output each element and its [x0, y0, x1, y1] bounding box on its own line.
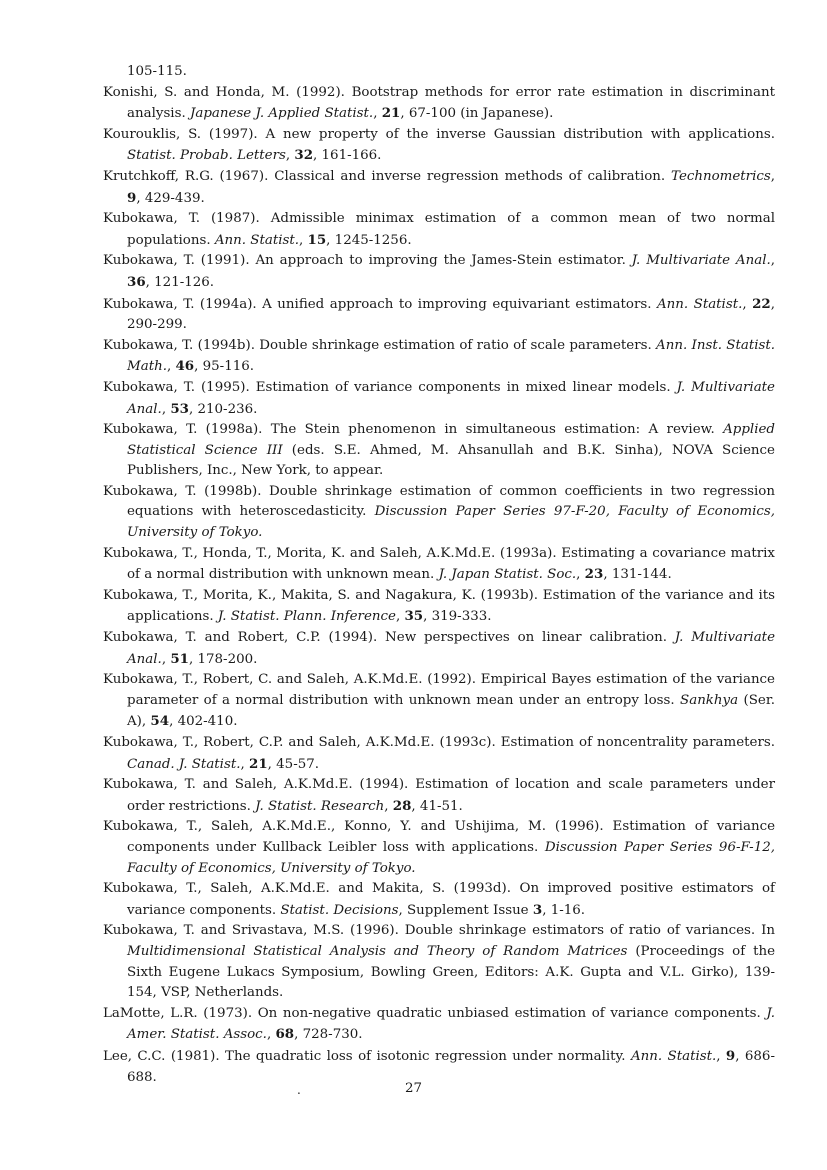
reference-entry: [103, 921, 775, 1003]
reference-italic-text: J. Japan Statist. Soc.: [438, 567, 577, 583]
reference-volume: 21: [249, 755, 268, 772]
reference-text: Kubokawa, T., Saleh, A.K.Md.E., Konno, Y. and Ushijima, M. (1996). Estimation of variance components under Kullback Leibler loss with applications.: [103, 819, 775, 855]
reference-text: Kubokawa, T. (1994b). Double shrinkage estimation of ratio of scale parameters.: [103, 337, 657, 353]
reference-text: , 728-730.: [294, 1027, 363, 1043]
reference-volume: 9: [127, 189, 137, 206]
reference-entry: [103, 167, 775, 209]
reference-text: , 1245-1256.: [326, 232, 412, 248]
reference-text: Kubokawa, T. (1998a). The Stein phenomenon in simultaneous estimation: A review.: [103, 422, 724, 438]
reference-volume: 15: [307, 231, 327, 248]
reference-entry: [103, 628, 775, 670]
reference-text: ,: [285, 148, 295, 164]
reference-italic-text: J. Multivariate Anal.: [631, 253, 771, 269]
reference-italic-text: Applied Statistical Science III: [127, 422, 775, 458]
reference-list: [103, 62, 775, 1088]
reference-entry: [103, 336, 775, 378]
reference-italic-text: J. Amer. Statist. Assoc.: [127, 1005, 775, 1043]
reference-volume: 32: [294, 147, 314, 164]
reference-volume: 36: [127, 273, 146, 290]
reference-entry: [103, 83, 775, 125]
reference-text: , 131-144.: [603, 567, 672, 583]
reference-entry: [103, 817, 775, 879]
reference-italic-text: Multidimensional Statistical Analysis and Theory of Random Matrices: [127, 943, 628, 959]
reference-text: , 290-299.: [127, 296, 775, 333]
reference-entry: [103, 125, 775, 167]
reference-italic-text: Ann. Statist.: [214, 232, 299, 248]
reference-volume: 22: [752, 295, 771, 312]
reference-text: Kubokawa, T. (1987). Admissible minimax estimation of a common mean of two normal populations.: [103, 211, 775, 248]
reference-text: ,: [716, 1048, 726, 1064]
reference-italic-text: Discussion Paper Series 96-F-12, Faculty of Economics, University of Tokyo.: [127, 839, 775, 876]
reference-italic-text: Japanese J. Applied Statist.: [189, 106, 374, 122]
reference-italic-text: Discussion Paper Series 97-F-20, Faculty of Economics, University of Tokyo.: [127, 504, 775, 541]
reference-text: Kourouklis, S. (1997). A new property of the inverse Gaussian distribution with applications.: [103, 126, 775, 142]
reference-italic-text: Ann. Inst. Statist. Math.: [127, 337, 775, 375]
reference-text: , 429-439.: [136, 190, 205, 206]
reference-volume: 68: [275, 1026, 295, 1043]
reference-volume: 46: [175, 358, 195, 375]
reference-text: ,: [742, 296, 753, 312]
reference-text: , Supplement Issue: [398, 902, 533, 918]
reference-text: , 121-126.: [145, 274, 215, 290]
reference-volume: 28: [392, 797, 412, 814]
reference-text: Kubokawa, T. (1995). Estimation of variance components in mixed linear models.: [103, 379, 677, 395]
reference-italic-text: Statist. Probab. Letters: [127, 148, 286, 164]
reference-text: ,: [161, 401, 171, 417]
reference-text: Kubokawa, T. and Robert, C.P. (1994). New perspectives on linear calibration.: [103, 630, 675, 646]
reference-entry: [103, 775, 775, 817]
reference-volume: 3: [532, 901, 543, 918]
reference-text: , 402-410.: [169, 714, 238, 730]
reference-text: Kubokawa, T., Honda, T., Morita, K. and Saleh, A.K.Md.E. (1993a). Estimating a covariance matrix of a normal distribution with unknown mean.: [103, 545, 775, 583]
reference-text: Kubokawa, T. and Saleh, A.K.Md.E. (1994). Estimation of location and scale parameters under order restrictions.: [103, 777, 775, 814]
reference-italic-text: J. Multivariate Anal.: [127, 379, 775, 417]
reference-entry: [103, 1004, 775, 1046]
reference-text: , 41-51.: [411, 798, 463, 814]
reference-italic-text: Ann. Statist.: [657, 296, 743, 312]
reference-volume: 9: [725, 1047, 736, 1064]
reference-entry: [103, 251, 775, 293]
reference-text: (eds. S.E. Ahmed, M. Ahsanullah and B.K. Sinha), NOVA Science Publishers, Inc., New York, to appear.: [127, 442, 775, 479]
reference-volume: 35: [404, 608, 424, 625]
reference-entry: [103, 378, 775, 420]
reference-text: Kubokawa, T. (1998b). Double shrinkage estimation of common coefficients in two regression equations with heteroscedasticity.: [103, 483, 775, 520]
reference-text: ,: [395, 609, 405, 625]
reference-text: ,: [161, 651, 171, 667]
reference-italic-text: Technometrics: [671, 168, 771, 184]
reference-text: ,: [299, 232, 308, 248]
reference-italic-text: J. Statist. Plann. Inference: [217, 609, 396, 625]
reference-text: ,: [770, 168, 775, 184]
reference-text: ,: [166, 359, 176, 375]
reference-italic-text: Ann. Statist.: [630, 1048, 717, 1064]
reference-text: ,: [770, 253, 776, 269]
reference-italic-text: J. Multivariate Anal.: [127, 630, 775, 667]
reference-text: ,: [384, 798, 393, 814]
reference-entry: [103, 733, 775, 775]
reference-volume: 23: [584, 566, 604, 583]
reference-volume: 54: [150, 713, 170, 730]
reference-text: LaMotte, L.R. (1973). On non-negative quadratic unbiased estimation of variance components.: [103, 1005, 767, 1021]
reference-text: (Proceedings of the Sixth Eugene Lukacs Symposium, Bowling Green, Editors: A.K. Gupta and V.L. Girko), 139-154, VSP, Netherlands.: [127, 943, 776, 1001]
reference-entry: [103, 544, 775, 586]
reference-entry: [103, 62, 775, 83]
reference-text: ,: [266, 1027, 276, 1043]
reference-text: Kubokawa, T. (1994a). A unified approach to improving equivariant estimators.: [103, 296, 657, 312]
reference-text: Kubokawa, T. and Srivastava, M.S. (1996). Double shrinkage estimators of ratio of variances. In: [103, 923, 775, 939]
reference-entry: [103, 586, 775, 628]
reference-italic-text: Statist. Decisions: [280, 902, 399, 918]
reference-text: ,: [576, 567, 585, 583]
reference-text: Kubokawa, T., Saleh, A.K.Md.E. and Makita, S. (1993d). On improved positive estimators of variance components.: [103, 881, 775, 918]
reference-italic-text: Sankhya: [680, 692, 739, 708]
reference-text: , 95-116.: [194, 359, 255, 375]
reference-entry: [103, 209, 775, 251]
reference-entry: [103, 482, 775, 544]
reference-text: , 1-16.: [542, 902, 586, 918]
reference-text: , 67-100 (in Japanese).: [400, 106, 554, 122]
reference-text: Konishi, S. and Honda, M. (1992). Bootstrap methods for error rate estimation in discriminant analysis.: [103, 84, 775, 122]
reference-text: Krutchkoff, R.G. (1967). Classical and inverse regression methods of calibration.: [103, 168, 672, 184]
reference-entry: [103, 294, 775, 336]
reference-page: [103, 62, 775, 1088]
reference-text: Kubokawa, T., Morita, K., Makita, S. and Nagakura, K. (1993b). Estimation of the variance and its applications.: [103, 587, 775, 625]
page-number: 27: [404, 1081, 423, 1096]
reference-text: (Ser. A),: [127, 692, 776, 730]
reference-text: Kubokawa, T., Robert, C. and Saleh, A.K.Md.E. (1992). Empirical Bayes estimation of the variance parameter of a normal distribution with unknown mean under an entropy loss.: [103, 672, 775, 708]
reference-text: Lee, C.C. (1981). The quadratic loss of isotonic regression under normality.: [103, 1048, 631, 1064]
reference-italic-text: Canad. J. Statist.: [127, 756, 241, 772]
reference-entry: [103, 420, 775, 482]
reference-text: ,: [373, 106, 382, 122]
reference-entry: [103, 879, 775, 921]
reference-text: , 161-166.: [313, 148, 382, 164]
reference-text: ,: [240, 756, 249, 772]
reference-italic-text: J. Statist. Research: [255, 798, 385, 814]
page-footer: [0, 1081, 827, 1096]
reference-text: , 319-333.: [423, 609, 492, 625]
reference-text: Kubokawa, T., Robert, C.P. and Saleh, A.K.Md.E. (1993c). Estimation of noncentrality parameters.: [103, 735, 775, 750]
reference-text: 105-115.: [127, 64, 187, 79]
reference-text: , 178-200.: [188, 651, 258, 667]
reference-volume: 51: [170, 650, 189, 667]
reference-text: , 210-236.: [188, 401, 258, 417]
reference-text: , 686-688.: [127, 1048, 775, 1085]
reference-text: Kubokawa, T. (1991). An approach to improving the James-Stein estimator.: [103, 253, 632, 269]
reference-volume: 53: [170, 400, 189, 417]
reference-entry: [103, 670, 775, 733]
reference-volume: 21: [381, 105, 401, 122]
footer-mark: .: [297, 1083, 301, 1097]
reference-text: , 45-57.: [267, 756, 320, 772]
